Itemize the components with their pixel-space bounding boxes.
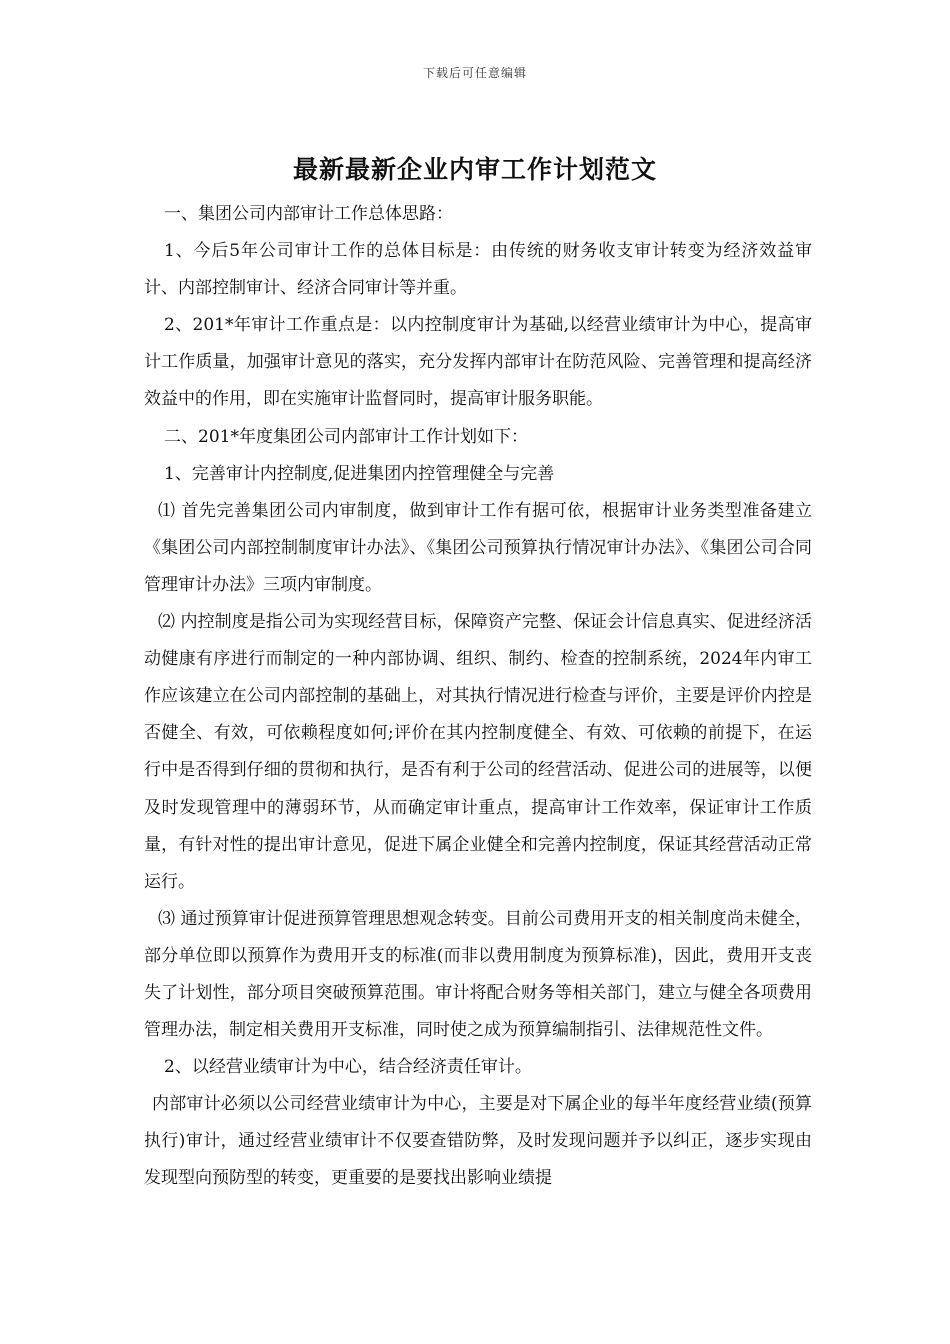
paragraph-overall-goal: 1、今后5年公司审计工作的总体目标是：由传统的财务收支审计转变为经济效益审计、内部控制审计、经济合同审计等并重。 <box>144 241 812 299</box>
paragraph-audit-focus: 2、201*年审计工作重点是：以内控制度审计为基础,以经营业绩审计为中心，提高审计工作质量，加强审计意见的落实，充分发挥内部审计在防范风险、完善管理和提高经济效益中的作用，即在实施审计监督同时，提高审计服务职能。 <box>144 315 812 410</box>
header-note: 下载后可任意编辑 <box>422 66 527 80</box>
paragraph-item-1-heading: 1、完善审计内控制度,促进集团内控管理健全与完善 <box>164 463 555 484</box>
paragraph-item-2-body: 内部审计必须以公司经营业绩审计为中心，主要是对下属企业的每半年度经营业绩(预算执行)审计，通过经营业绩审计不仅要查错防弊，及时发现问题并予以纠正，逐步实现由发现型向预防型的转变，更重要的是要找出影响业绩提 <box>144 1094 812 1189</box>
paragraph-section-2-heading: 二、201*年度集团公司内部审计工作计划如下： <box>164 426 528 447</box>
paragraph-item-1-2: ⑵ 内控制度是指公司为实现经营目标，保障资产完整、保证会计信息真实、促进经济活动健康有序进行而制定的一种内部协调、组织、制约、检查的控制系统，2024年内审工作应该建立在公司内部控制的基础上，对其执行情况进行检查与评价，主要是评价内控是否健全、有效，可依赖程度如何;评价在其内控制度健全、有效、可依赖的前提下，在运行中是否得到仔细的贯彻和执行，是否有利于公司的经营活动、促进公司的进展等，以便及时发现管理中的薄弱环节，从而确定审计重点，提高审计工作效率，保证审计工作质量，有针对性的提出审计意见，促进下属企业健全和完善内控制度，保证其经营活动正常运行。 <box>144 612 812 892</box>
document-body <box>144 196 812 1198</box>
paragraph-section-1-heading: 一、集团公司内部审计工作总体思路： <box>164 204 453 224</box>
document-title: 最新最新企业内审工作计划范文 <box>292 155 657 184</box>
paragraph-item-1-1: ⑴ 首先完善集团公司内审制度，做到审计工作有据可依，根据审计业务类型准备建立《集团公司内部控制制度审计办法》、《集团公司预算执行情况审计办法》、《集团公司合同管理审计办法》三项内审制度。 <box>144 500 812 595</box>
paragraph-item-1-3: ⑶ 通过预算审计促进预算管理思想观念转变。目前公司费用开支的相关制度尚未健全，部分单位即以预算作为费用开支的标准(而非以费用制度为预算标准)，因此，费用开支丧失了计划性，部分项目突破预算范围。审计将配合财务等相关部门，建立与健全各项费用管理办法，制定相关费用开支标准，同时使之成为预算编制指引、法律规范性文件。 <box>144 908 812 1041</box>
paragraph-item-2-heading: 2、以经营业绩审计为中心，结合经济责任审计。 <box>164 1057 532 1078</box>
